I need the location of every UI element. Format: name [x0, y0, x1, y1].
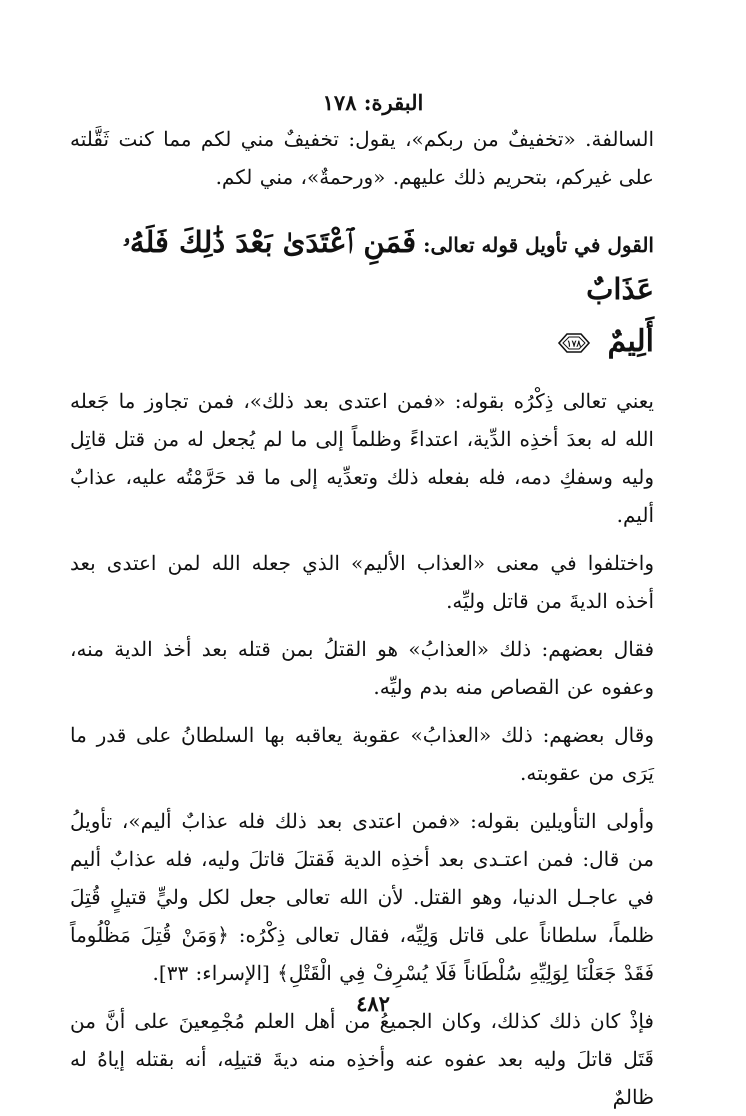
paragraph-6: وأولى التأويلين بقوله: «فمن اعتدى بعد ذلك فله عذابٌ أليم»، تأويلُ من قال: فمن اعتـدى بعد أخذِه الدية فَقتلَ قاتلَ وليه، فله عذابٌ أليم في عاجـل الدنيا، وهو القتل. لأن الله تعالى جعل لكل وليٍّ قتيلٍ قُتِلَ ظلماً، سلطاناً على قاتل وَلِيِّه، فقال تعالى ذِكْرُه: ﴿وَمَنْ قُتِلَ مَظْلُوماً فَقَدْ جَعَلْنَا لِوَلِيِّهِ سُلْطَاناً فَلَا يُسْرِفْ فِي الْقَتْلِ﴾ [الإسراء: ٣٣]. — [70, 809, 654, 985]
paragraph-7: فإذْ كان ذلك كذلك، وكان الجميعُ من أهل العلم مُجْمِعينَ على أنَّ من قَتَل قاتلَ وليه بعد عفوه عنه وأخذِه منه ديةَ قتيلِه، أنه بقتله إياهُ له ظالمٌ — [70, 1009, 654, 1109]
page-number — [0, 990, 746, 1018]
page-number-text: ٤٨٢ — [356, 991, 390, 1016]
page-content — [70, 120, 654, 1116]
paragraph-3: واختلفوا في معنى «العذاب الأليم» الذي جعله الله لمن اعتدى بعد أخذه الديةَ من قاتل وليِّه. — [70, 551, 654, 613]
quran-verse-line-1: فَمَنِ ٱعْتَدَىٰ بَعْدَ ذَٰلِكَ فَلَهُۥ عَذَابٌ — [122, 225, 654, 306]
paragraph-5: وقال بعضهم: ذلك «العذابُ» عقوبة يعاقبه بها السلطانُ على قدر ما يَرَى من عقوبته. — [70, 723, 654, 785]
ayah-number-text: ١٧٨ — [566, 339, 582, 350]
quran-verse-line-2-wrapper — [70, 320, 654, 364]
paragraph-1: السالفة. «تخفيفٌ من ربكم»، يقول: تخفيفٌ مني لكم مما كنت ثَقَّلته على غيركم، بتحريم ذلك عليهم. «ورحمةٌ»، مني لكم. — [70, 127, 654, 189]
page-header-title: البقرة: ١٧٨ — [322, 90, 424, 115]
ayah-marker-ornament-icon — [559, 334, 589, 352]
ayah-number-marker — [555, 331, 593, 355]
page-header — [0, 88, 746, 118]
quran-verse-line-2: أَلِيمٌ — [607, 324, 654, 359]
paragraph-2: يعني تعالى ذِكْرُه بقوله: «فمن اعتدى بعد ذلك»، فمن تجاوز ما جَعله الله له بعدَ أخذِه الدِّية، اعتداءً وظلماً إلى ما لم يُجعل له من قتل قاتِل وليه وسفكِ دمه، فله بفعله ذلك وتعدِّيه إلى ما قد حَرَّمْتُه عليه، عذابٌ أليم. — [70, 389, 654, 527]
heading-intro: القول في تأويل قوله تعالى: — [423, 233, 654, 257]
paragraph-4: فقال بعضهم: ذلك «العذابُ» هو القتلُ بمن قتله بعد أخذ الدية منه، وعفوه عن القصاص منه بدم وليِّه. — [70, 637, 654, 699]
commentary-heading — [70, 220, 654, 364]
